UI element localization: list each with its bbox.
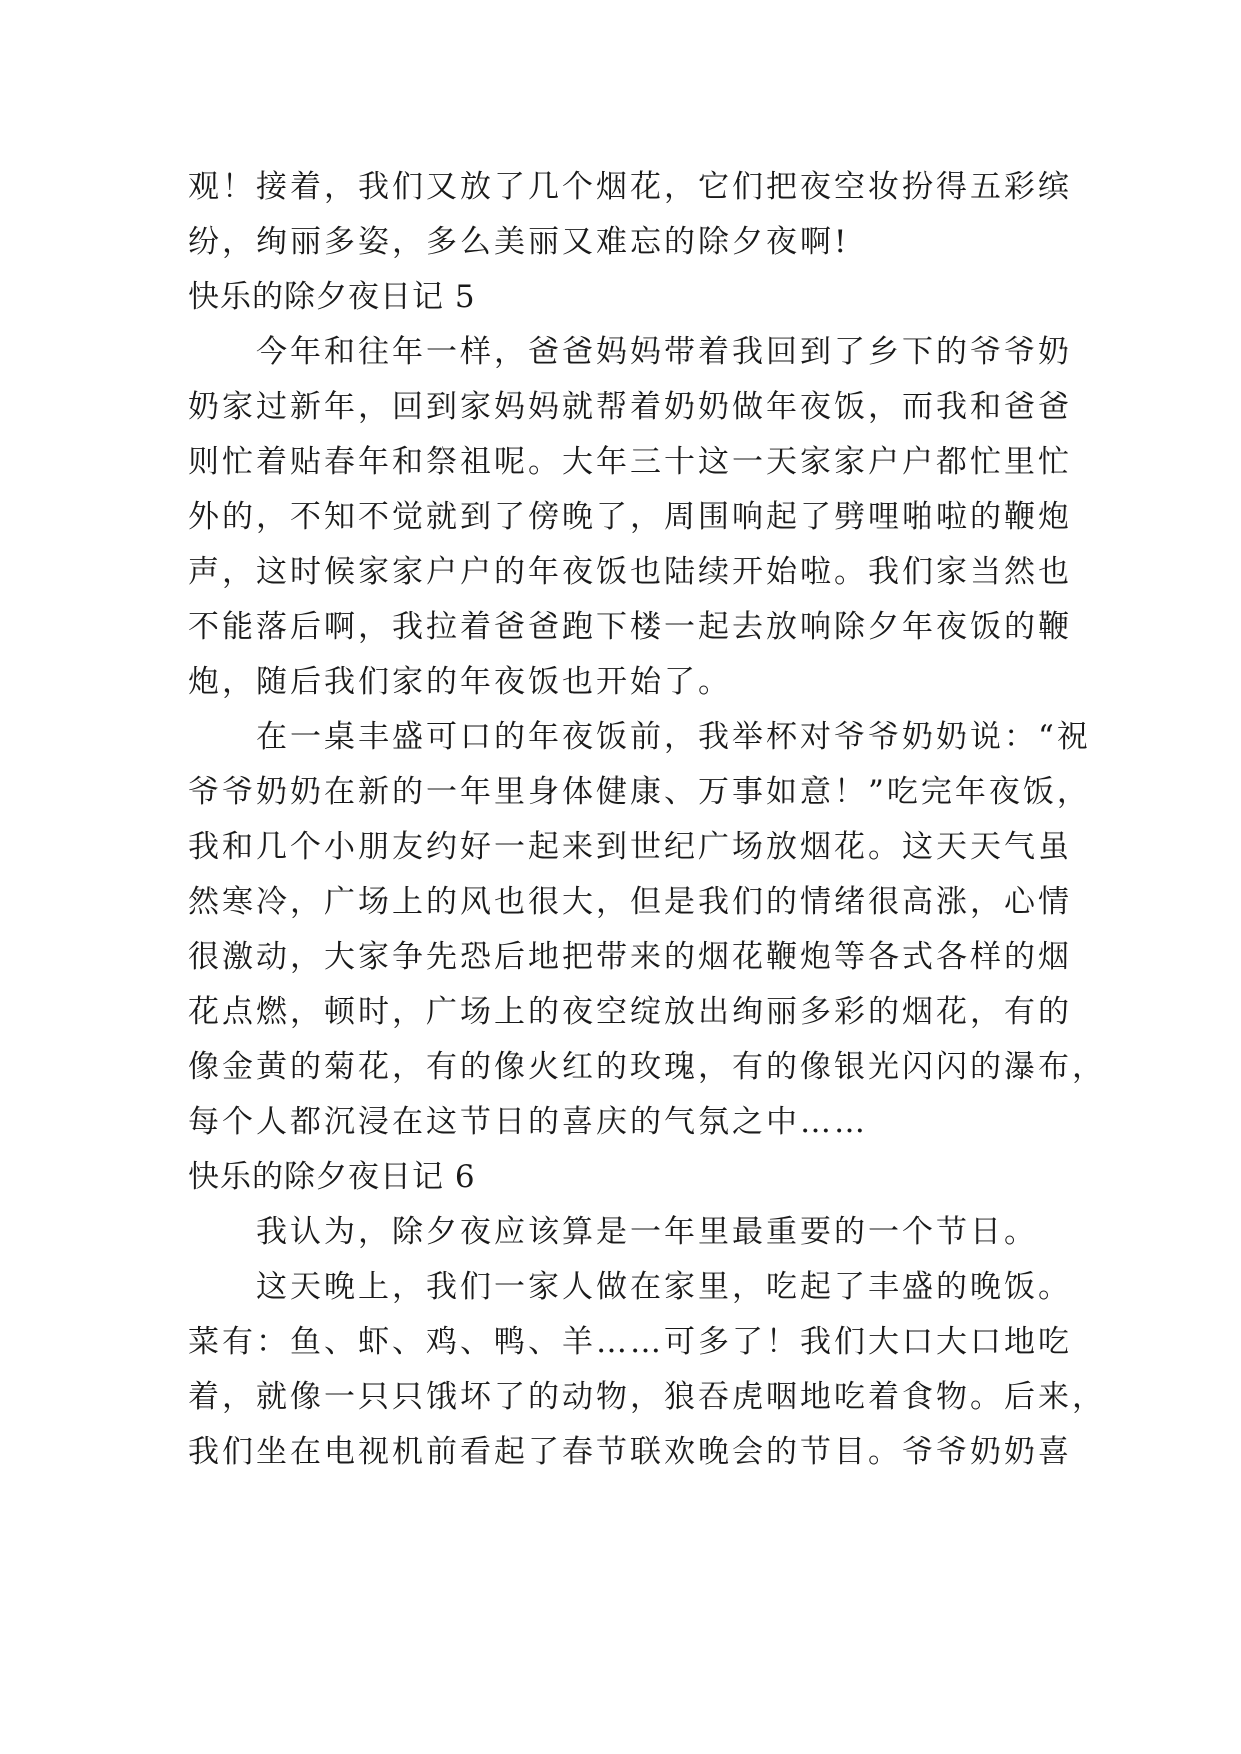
paragraph-line: 然寒冷，广场上的风也很大，但是我们的情绪很高涨，心情 (188, 884, 1072, 920)
paragraph-line: 声，这时候家家户户的年夜饭也陆续开始啦。我们家当然也 (188, 554, 1072, 590)
paragraph-line: 花点燃，顿时，广场上的夜空绽放出绚丽多彩的烟花，有的 (188, 994, 1072, 1030)
paragraph-line: 奶家过新年，回到家妈妈就帮着奶奶做年夜饭，而我和爸爸 (188, 389, 1072, 425)
paragraph-line: 观！接着，我们又放了几个烟花，它们把夜空妆扮得五彩缤 (188, 169, 1072, 205)
paragraph-line: 菜有：鱼、虾、鸡、鸭、羊……可多了！我们大口大口地吃 (188, 1324, 1072, 1360)
paragraph-line: 爷爷奶奶在新的一年里身体健康、万事如意！”吃完年夜饭， (188, 774, 1091, 810)
section-heading: 快乐的除夕夜日记 6 (188, 1159, 476, 1195)
paragraph-line: 我们坐在电视机前看起了春节联欢晚会的节目。爷爷奶奶喜 (188, 1434, 1072, 1470)
paragraph-line: 炮，随后我们家的年夜饭也开始了。 (188, 664, 732, 700)
paragraph-line: 外的，不知不觉就到了傍晚了，周围响起了劈哩啪啦的鞭炮 (188, 499, 1072, 535)
section-heading: 快乐的除夕夜日记 5 (188, 279, 476, 315)
paragraph-line: 在一桌丰盛可口的年夜饭前，我举杯对爷爷奶奶说：“祝 (256, 719, 1091, 755)
paragraph-line: 我认为，除夕夜应该算是一年里最重要的一个节日。 (256, 1214, 1038, 1250)
paragraph-line: 我和几个小朋友约好一起来到世纪广场放烟花。这天天气虽 (188, 829, 1072, 865)
paragraph-line: 则忙着贴春年和祭祖呢。大年三十这一天家家户户都忙里忙 (188, 444, 1072, 480)
paragraph-line: 着，就像一只只饿坏了的动物，狼吞虎咽地吃着食物。后来， (188, 1379, 1106, 1415)
paragraph-line: 这天晚上，我们一家人做在家里，吃起了丰盛的晚饭。 (256, 1269, 1072, 1305)
paragraph-line: 今年和往年一样，爸爸妈妈带着我回到了乡下的爷爷奶 (256, 334, 1072, 370)
paragraph-line: 纷，绚丽多姿，多么美丽又难忘的除夕夜啊! (188, 224, 850, 260)
paragraph-line: 像金黄的菊花，有的像火红的玫瑰，有的像银光闪闪的瀑布， (188, 1049, 1106, 1085)
paragraph-line: 每个人都沉浸在这节日的喜庆的气氛之中…… (188, 1104, 868, 1140)
paragraph-line: 很激动，大家争先恐后地把带来的烟花鞭炮等各式各样的烟 (188, 939, 1072, 975)
paragraph-line: 不能落后啊，我拉着爸爸跑下楼一起去放响除夕年夜饭的鞭 (188, 609, 1072, 645)
